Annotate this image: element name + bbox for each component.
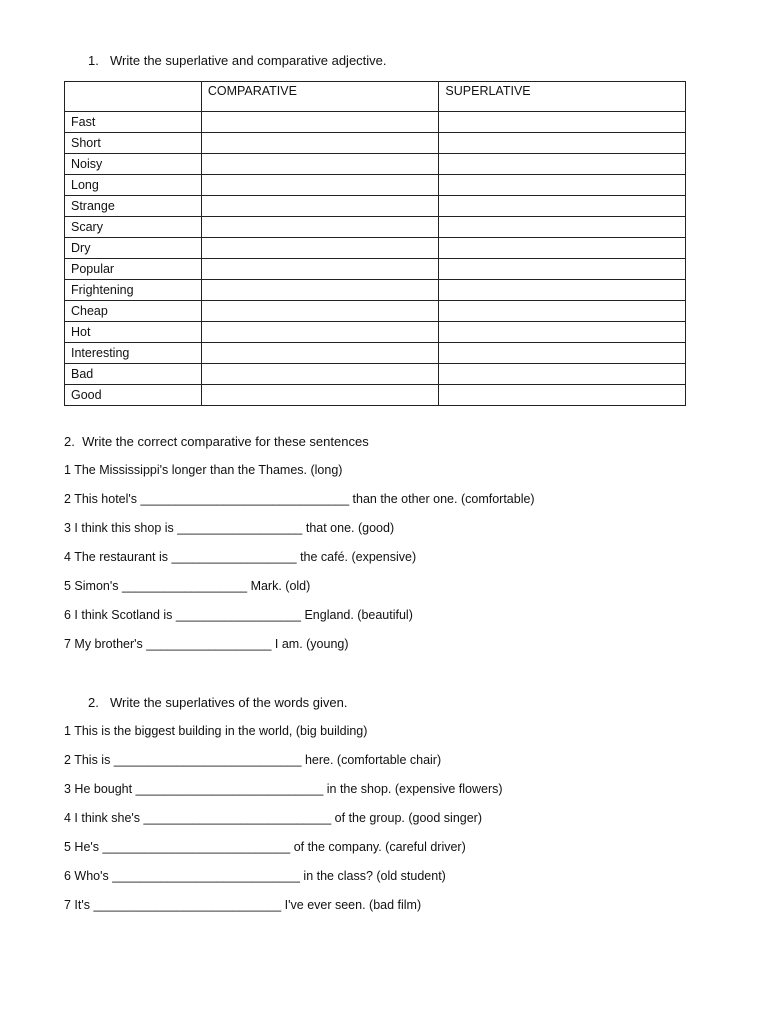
section-2-heading [64,434,369,449]
adjective-cell: Strange [65,196,202,217]
superlative-sentence[interactable]: 5 He's ___________________________ of the company. (careful driver) [64,840,466,854]
adjective-table [64,81,686,406]
section-3-title: Write the superlatives of the words given. [110,695,348,710]
table-row [65,364,686,385]
comparative-sentence[interactable]: 7 My brother's __________________ I am. (young) [64,637,349,651]
table-row [65,133,686,154]
section-3-number: 2. [88,695,99,710]
adjective-cell: Fast [65,112,202,133]
table-row [65,301,686,322]
superlative-answer-cell[interactable] [439,175,686,196]
superlative-answer-cell[interactable] [439,259,686,280]
table-row [65,217,686,238]
superlative-answer-cell[interactable] [439,364,686,385]
comparative-answer-cell[interactable] [201,112,439,133]
comparative-sentence[interactable]: 5 Simon's __________________ Mark. (old) [64,579,311,593]
superlative-answer-cell[interactable] [439,280,686,301]
section-2-number: 2. [64,434,75,449]
header-superlative: SUPERLATIVE [439,82,686,112]
table-row [65,280,686,301]
table-row [65,154,686,175]
adjective-cell: Long [65,175,202,196]
comparative-answer-cell[interactable] [201,259,439,280]
comparative-answer-cell[interactable] [201,196,439,217]
adjective-cell: Noisy [65,154,202,175]
comparative-answer-cell[interactable] [201,133,439,154]
adjective-cell: Frightening [65,280,202,301]
adjective-cell: Dry [65,238,202,259]
comparative-answer-cell[interactable] [201,322,439,343]
adjective-cell: Popular [65,259,202,280]
superlative-sentence[interactable]: 4 I think she's ___________________________ of the group. (good singer) [64,811,482,825]
comparative-sentence[interactable]: 6 I think Scotland is __________________ England. (beautiful) [64,608,413,622]
superlative-sentence: 1 This is the biggest building in the world, (big building) [64,724,368,738]
superlative-answer-cell[interactable] [439,385,686,406]
comparative-answer-cell[interactable] [201,280,439,301]
table-row [65,175,686,196]
comparative-answer-cell[interactable] [201,301,439,322]
superlative-answer-cell[interactable] [439,238,686,259]
adjective-cell: Hot [65,322,202,343]
adjective-cell: Good [65,385,202,406]
table-row [65,259,686,280]
comparative-sentence[interactable]: 2 This hotel's ______________________________ than the other one. (comfortable) [64,492,535,506]
superlative-answer-cell[interactable] [439,322,686,343]
comparative-answer-cell[interactable] [201,343,439,364]
superlative-answer-cell[interactable] [439,343,686,364]
comparative-answer-cell[interactable] [201,154,439,175]
header-comparative: COMPARATIVE [201,82,439,112]
comparative-answer-cell[interactable] [201,385,439,406]
table-row [65,112,686,133]
table-row [65,343,686,364]
superlative-sentence[interactable]: 7 It's ___________________________ I've ever seen. (bad film) [64,898,422,912]
comparative-sentence: 1 The Mississippi's longer than the Thames. (long) [64,463,343,477]
comparative-answer-cell[interactable] [201,364,439,385]
adjective-cell: Scary [65,217,202,238]
adjective-cell: Short [65,133,202,154]
adjective-cell: Bad [65,364,202,385]
table-row [65,196,686,217]
superlative-answer-cell[interactable] [439,217,686,238]
section-1-title: Write the superlative and comparative adjective. [110,53,387,68]
section-2-title: Write the correct comparative for these sentences [82,434,369,449]
comparative-sentence[interactable]: 3 I think this shop is __________________ that one. (good) [64,521,395,535]
table-header-row [65,82,686,112]
adjective-cell: Cheap [65,301,202,322]
table-row [65,238,686,259]
superlative-answer-cell[interactable] [439,301,686,322]
superlative-sentence[interactable]: 6 Who's ___________________________ in the class? (old student) [64,869,446,883]
section-3-heading [88,695,348,710]
superlative-sentence[interactable]: 3 He bought ___________________________ in the shop. (expensive flowers) [64,782,503,796]
section-1-heading [88,53,387,68]
comparative-sentence[interactable]: 4 The restaurant is __________________ the café. (expensive) [64,550,417,564]
table-row [65,385,686,406]
section-1-number: 1. [88,53,99,68]
superlative-answer-cell[interactable] [439,196,686,217]
superlative-answer-cell[interactable] [439,112,686,133]
header-blank [65,82,202,112]
superlative-sentence[interactable]: 2 This is ___________________________ here. (comfortable chair) [64,753,442,767]
adjective-cell: Interesting [65,343,202,364]
comparative-answer-cell[interactable] [201,217,439,238]
superlative-answer-cell[interactable] [439,154,686,175]
superlative-answer-cell[interactable] [439,133,686,154]
table-row [65,322,686,343]
comparative-answer-cell[interactable] [201,175,439,196]
comparative-answer-cell[interactable] [201,238,439,259]
